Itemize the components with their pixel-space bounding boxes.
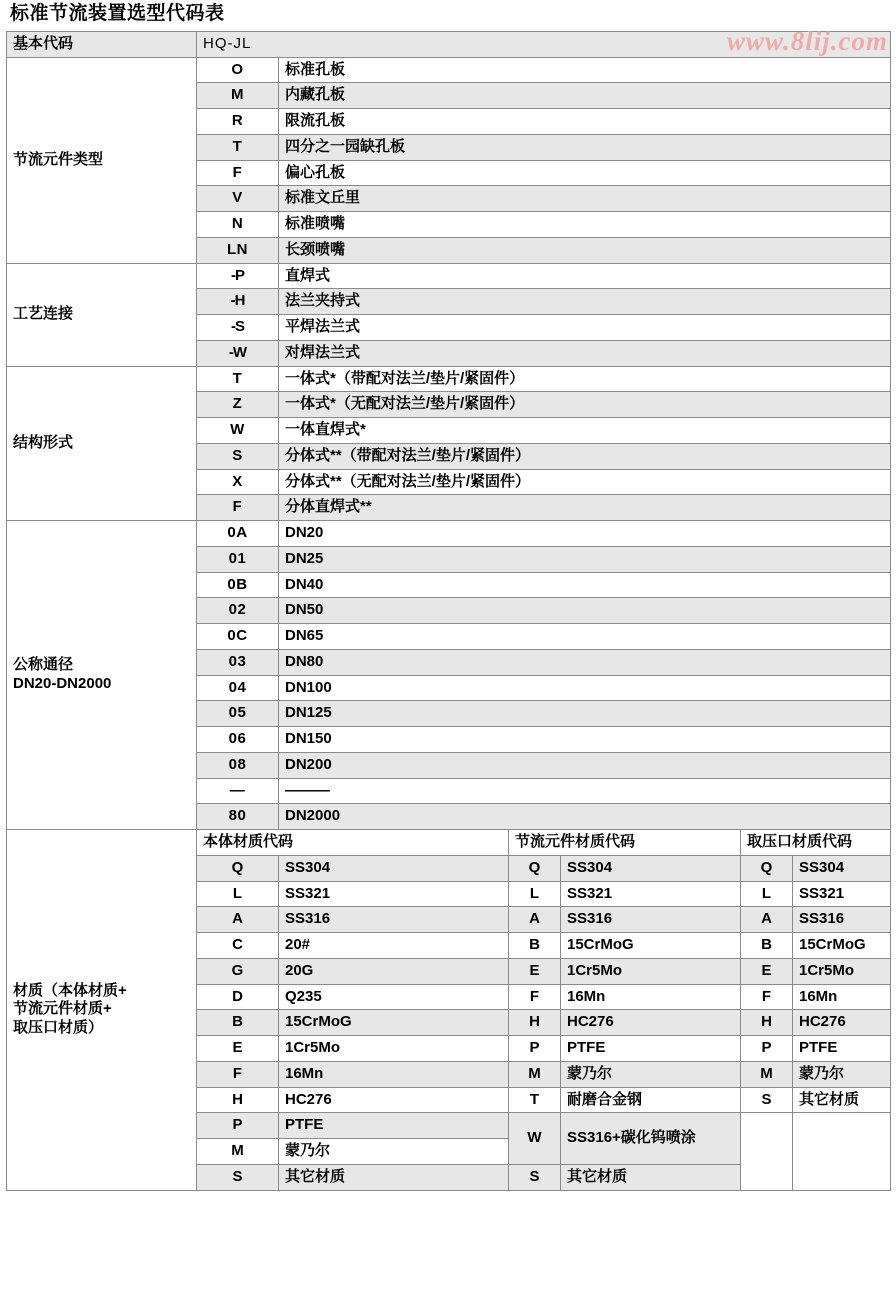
desc-cell: 15CrMoG	[793, 933, 891, 959]
table-row	[7, 31, 891, 57]
desc-cell: DN80	[279, 649, 891, 675]
category-nominal-diameter	[7, 521, 197, 830]
page-title: 标准节流装置选型代码表	[10, 3, 225, 24]
material-label-line1: 材质（本体材质+	[13, 981, 127, 999]
desc-cell: 标准喷嘴	[279, 212, 891, 238]
code-cell: 0A	[197, 521, 279, 547]
desc-cell: 其它材质	[561, 1164, 741, 1190]
code-cell: T	[509, 1087, 561, 1113]
category-process-connection: 工艺连接	[7, 263, 197, 366]
table-row	[7, 57, 891, 83]
desc-cell: DN65	[279, 624, 891, 650]
desc-cell: SS316+碳化钨喷涂	[561, 1113, 741, 1165]
desc-cell: 16Mn	[793, 984, 891, 1010]
code-cell: Q	[509, 855, 561, 881]
desc-cell: SS316	[279, 907, 509, 933]
desc-cell: 1Cr5Mo	[561, 958, 741, 984]
desc-cell: 偏心孔板	[279, 160, 891, 186]
code-cell: P	[509, 1036, 561, 1062]
code-cell: E	[509, 958, 561, 984]
category-structure: 结构形式	[7, 366, 197, 521]
code-cell: 06	[197, 727, 279, 753]
code-cell: 0B	[197, 572, 279, 598]
desc-cell: PTFE	[279, 1113, 509, 1139]
code-cell: Z	[197, 392, 279, 418]
desc-cell: DN150	[279, 727, 891, 753]
desc-cell: SS321	[279, 881, 509, 907]
code-cell: 02	[197, 598, 279, 624]
code-cell: H	[741, 1010, 793, 1036]
code-cell: 05	[197, 701, 279, 727]
code-cell: B	[197, 1010, 279, 1036]
desc-cell: 直焊式	[279, 263, 891, 289]
code-cell: W	[509, 1113, 561, 1165]
code-cell: H	[197, 1087, 279, 1113]
desc-cell: 蒙乃尔	[561, 1061, 741, 1087]
code-cell: F	[509, 984, 561, 1010]
desc-cell: 15CrMoG	[561, 933, 741, 959]
code-cell: W	[197, 418, 279, 444]
desc-cell: SS304	[561, 855, 741, 881]
nominal-diameter-label-line2: DN20-DN2000	[13, 675, 112, 693]
table-row	[7, 366, 891, 392]
desc-cell: SS321	[793, 881, 891, 907]
desc-cell: SS321	[561, 881, 741, 907]
nominal-diameter-label-line1: 公称通径	[13, 656, 74, 674]
code-cell: E	[197, 1036, 279, 1062]
desc-cell: 法兰夹持式	[279, 289, 891, 315]
code-cell: 01	[197, 546, 279, 572]
table-row	[7, 263, 891, 289]
category-basic-code: 基本代码	[7, 31, 197, 57]
desc-cell: 16Mn	[561, 984, 741, 1010]
code-cell: LN	[197, 237, 279, 263]
code-cell: 0C	[197, 624, 279, 650]
code-cell: O	[197, 57, 279, 83]
code-cell: L	[197, 881, 279, 907]
code-cell: S	[197, 443, 279, 469]
code-cell: S	[197, 1164, 279, 1190]
selection-code-table	[6, 31, 891, 1191]
code-cell: T	[197, 366, 279, 392]
desc-cell: DN25	[279, 546, 891, 572]
desc-cell: DN20	[279, 521, 891, 547]
desc-cell: SS316	[793, 907, 891, 933]
empty-cell	[793, 1113, 891, 1190]
material-body-header: 本体材质代码	[197, 830, 509, 856]
desc-cell: Q235	[279, 984, 509, 1010]
code-cell: -P	[197, 263, 279, 289]
desc-cell: HC276	[561, 1010, 741, 1036]
desc-cell: SS304	[793, 855, 891, 881]
desc-cell: ———	[279, 778, 891, 804]
desc-cell: 分体式**（无配对法兰/垫片/紧固件）	[279, 469, 891, 495]
code-cell: B	[741, 933, 793, 959]
code-cell: E	[741, 958, 793, 984]
desc-cell: SS316	[561, 907, 741, 933]
desc-cell: 一体直焊式*	[279, 418, 891, 444]
desc-cell: 分体式**（带配对法兰/垫片/紧固件）	[279, 443, 891, 469]
desc-cell: 15CrMoG	[279, 1010, 509, 1036]
code-cell: A	[509, 907, 561, 933]
code-cell: B	[509, 933, 561, 959]
code-cell: F	[741, 984, 793, 1010]
code-cell: C	[197, 933, 279, 959]
code-cell: Q	[197, 855, 279, 881]
desc-cell: 1Cr5Mo	[793, 958, 891, 984]
code-cell: -H	[197, 289, 279, 315]
desc-cell: 耐磨合金钢	[561, 1087, 741, 1113]
desc-cell: DN200	[279, 752, 891, 778]
material-element-header: 节流元件材质代码	[509, 830, 741, 856]
code-cell: D	[197, 984, 279, 1010]
desc-cell: 蒙乃尔	[279, 1139, 509, 1165]
code-cell: Q	[741, 855, 793, 881]
code-cell: T	[197, 134, 279, 160]
code-cell: L	[509, 881, 561, 907]
code-cell: A	[741, 907, 793, 933]
desc-cell: 四分之一园缺孔板	[279, 134, 891, 160]
code-cell: 80	[197, 804, 279, 830]
desc-cell: 20G	[279, 958, 509, 984]
desc-cell: SS304	[279, 855, 509, 881]
code-cell: P	[741, 1036, 793, 1062]
desc-cell: 标准孔板	[279, 57, 891, 83]
watermark-text: www.8lij.com	[726, 26, 888, 56]
code-cell: 04	[197, 675, 279, 701]
desc-cell: 对焊法兰式	[279, 340, 891, 366]
code-cell: V	[197, 186, 279, 212]
desc-cell: 一体式*（带配对法兰/垫片/紧固件）	[279, 366, 891, 392]
code-cell: —	[197, 778, 279, 804]
desc-cell: 分体直焊式**	[279, 495, 891, 521]
desc-cell: DN2000	[279, 804, 891, 830]
code-cell: R	[197, 109, 279, 135]
code-cell: P	[197, 1113, 279, 1139]
code-cell: H	[509, 1010, 561, 1036]
desc-cell: HC276	[279, 1087, 509, 1113]
code-cell: S	[509, 1164, 561, 1190]
desc-cell: DN40	[279, 572, 891, 598]
basic-code-value: HQ-JL	[197, 31, 891, 57]
desc-cell: 平焊法兰式	[279, 315, 891, 341]
desc-cell: PTFE	[561, 1036, 741, 1062]
desc-cell: 20#	[279, 933, 509, 959]
code-cell: L	[741, 881, 793, 907]
table-row	[7, 521, 891, 547]
desc-cell: 长颈喷嘴	[279, 237, 891, 263]
code-cell: F	[197, 495, 279, 521]
material-label-line3: 取压口材质）	[13, 1019, 104, 1037]
category-material	[7, 830, 197, 1191]
empty-cell	[741, 1113, 793, 1190]
desc-cell: 其它材质	[793, 1087, 891, 1113]
code-cell: 08	[197, 752, 279, 778]
desc-cell: HC276	[793, 1010, 891, 1036]
desc-cell: 标准文丘里	[279, 186, 891, 212]
code-cell: M	[741, 1061, 793, 1087]
desc-cell: DN100	[279, 675, 891, 701]
desc-cell: 16Mn	[279, 1061, 509, 1087]
code-cell: G	[197, 958, 279, 984]
material-label-line2: 节流元件材质+	[13, 1000, 112, 1018]
code-cell: M	[197, 1139, 279, 1165]
code-cell: S	[741, 1087, 793, 1113]
code-cell: A	[197, 907, 279, 933]
code-cell: M	[197, 83, 279, 109]
code-cell: X	[197, 469, 279, 495]
desc-cell: 1Cr5Mo	[279, 1036, 509, 1062]
code-cell: 03	[197, 649, 279, 675]
desc-cell: 其它材质	[279, 1164, 509, 1190]
desc-cell: 一体式*（无配对法兰/垫片/紧固件）	[279, 392, 891, 418]
material-tap-header: 取压口材质代码	[741, 830, 891, 856]
desc-cell: PTFE	[793, 1036, 891, 1062]
desc-cell: DN125	[279, 701, 891, 727]
desc-cell: 内藏孔板	[279, 83, 891, 109]
code-cell: -W	[197, 340, 279, 366]
code-cell: N	[197, 212, 279, 238]
code-cell: F	[197, 1061, 279, 1087]
code-cell: F	[197, 160, 279, 186]
desc-cell: 蒙乃尔	[793, 1061, 891, 1087]
code-cell: M	[509, 1061, 561, 1087]
category-element-type: 节流元件类型	[7, 57, 197, 263]
table-row	[7, 830, 891, 856]
desc-cell: 限流孔板	[279, 109, 891, 135]
code-cell: -S	[197, 315, 279, 341]
desc-cell: DN50	[279, 598, 891, 624]
